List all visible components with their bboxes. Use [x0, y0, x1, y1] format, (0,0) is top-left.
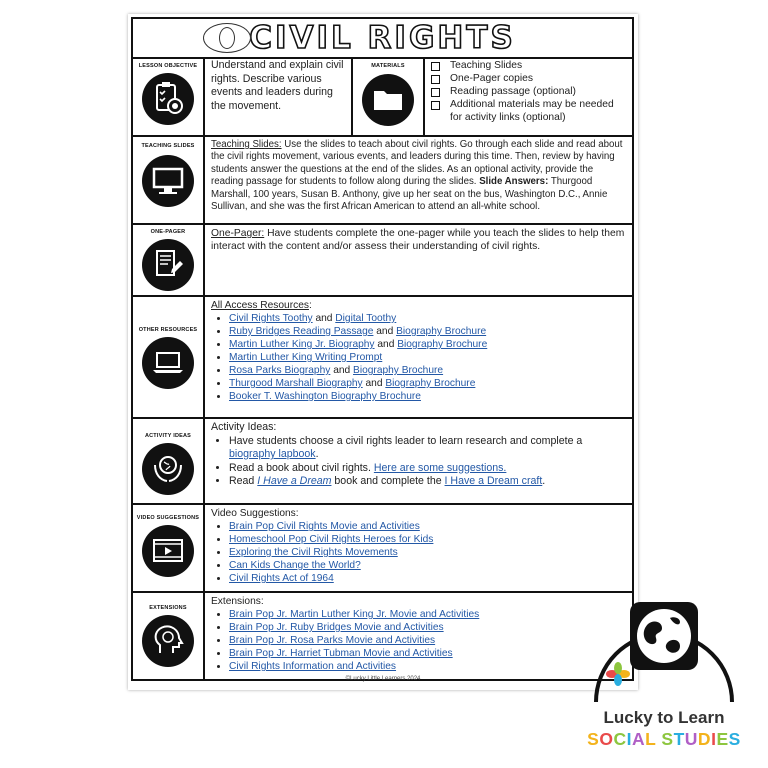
logo-letter: I [711, 729, 717, 749]
activities-heading: Activity Ideas: [211, 421, 277, 433]
folder-icon [362, 74, 414, 126]
materials-list [425, 59, 632, 135]
slide-answers: Thurgood Marshall, 100 years, Susan B. Anthony, give up her seat on the bus, Washington D.C., Annie Sullivan, and she was the first African American to attend an all-white school. [211, 176, 608, 213]
teaching-heading: Teaching Slides: [211, 139, 282, 150]
logo-letter: S [587, 729, 600, 749]
resources-content: All Access Resources: • Civil Rights Toothy and Digital Toothy • Ruby Bridges Reading Passage and Biography Brochure • Martin Luther King Jr. Biography and Biography Brochure • Martin Luther King Writing Prompt • Rosa Parks Biography and Biography Brochure • Thurgood Marshall Biography and Biography Brochure • Booker T. Washington Biography Brochure [205, 297, 632, 417]
logo-letter: L [645, 729, 657, 749]
videos-list [211, 520, 626, 585]
list-item: • Have students choose a civil rights leader to learn research and complete a biography lapbook. [229, 435, 626, 462]
resources-icon-label: OTHER RESOURCES [138, 327, 198, 333]
resource-link[interactable]: Martin Luther King Jr. Biography [229, 339, 375, 350]
teaching-text [205, 137, 632, 223]
list-item [229, 608, 626, 621]
brand-logo [578, 582, 750, 762]
lesson-plan-page [128, 14, 638, 690]
and-text: and [312, 313, 336, 324]
resources-list [211, 312, 626, 403]
extensions-row [133, 593, 632, 679]
list-item [229, 546, 626, 559]
materials-item: One-Pager copies [429, 72, 628, 85]
list-item [229, 634, 626, 647]
video-link[interactable]: Exploring the Civil Rights Movements [229, 547, 398, 558]
list-item [229, 520, 626, 533]
page-title: CIVIL RIGHTS [249, 20, 516, 56]
resources-icon-cell [133, 297, 205, 417]
checkbox-icon [431, 88, 440, 97]
extension-link[interactable]: Brain Pop Jr. Harriet Tubman Movie and Activities [229, 648, 453, 659]
copyright-footer: ©Lucky Little Learners 2024 [345, 676, 421, 682]
materials-icon-label: MATERIALS [371, 63, 405, 69]
extension-link[interactable]: Brain Pop Jr. Ruby Bridges Movie and Activities [229, 622, 444, 633]
monitor-icon [142, 155, 194, 207]
resource-link[interactable]: Ruby Bridges Reading Passage [229, 326, 374, 337]
and-text: and [374, 339, 398, 350]
video-link[interactable]: Brain Pop Civil Rights Movie and Activities [229, 521, 420, 532]
list-item: • Read I Have a Dream book and complete the I Have a Dream craft. [229, 475, 626, 489]
resource-link[interactable]: Civil Rights Toothy [229, 313, 313, 324]
resource-link[interactable]: Booker T. Washington Biography Brochure [229, 391, 421, 402]
logo-letter: T [673, 729, 685, 749]
onepager-icon-cell [133, 225, 205, 295]
extension-link[interactable]: Civil Rights Information and Activities [229, 661, 397, 672]
laptop-icon [142, 337, 194, 389]
logo-letter: A [632, 729, 646, 749]
hands-globe-icon [142, 443, 194, 495]
objective-icon-cell [133, 59, 205, 135]
logo-line2 [578, 729, 750, 750]
list-item [229, 390, 626, 403]
list-item [229, 533, 626, 546]
onepager-text [205, 225, 632, 295]
video-link[interactable]: Civil Rights Act of 1964 [229, 573, 334, 584]
extension-link[interactable]: Brain Pop Jr. Martin Luther King Jr. Movie and Activities [229, 609, 480, 620]
list-item [229, 647, 626, 660]
activities-icon-label: ACTIVITY IDEAS [144, 433, 192, 439]
video-play-icon [142, 525, 194, 577]
extensions-heading: Extensions: [211, 596, 264, 607]
activities-content [205, 419, 632, 503]
materials-item: Reading passage (optional) [429, 85, 628, 98]
list-item [229, 312, 626, 325]
resource-link[interactable]: Biography Brochure [385, 378, 476, 389]
list-item [229, 338, 626, 351]
list-item [229, 377, 626, 390]
resource-link[interactable]: Thurgood Marshall Biography [229, 378, 363, 389]
list-item [229, 572, 626, 585]
onepager-heading: One-Pager: [211, 228, 265, 239]
resource-link[interactable]: Digital Toothy [335, 313, 397, 324]
extensions-content [205, 593, 632, 679]
videos-icon-cell [133, 505, 205, 591]
objective-text: Understand and explain civil rights. Describe various events and leaders during the movement. [211, 59, 344, 112]
logo-letter: E [716, 729, 729, 749]
resource-link[interactable]: Biography Brochure [396, 326, 487, 337]
suggestions-link[interactable]: Here are some suggestions. [373, 461, 507, 474]
resource-link[interactable]: Biography Brochure [397, 339, 488, 350]
resource-link[interactable]: Rosa Parks Biography [229, 365, 331, 376]
page-header [133, 19, 632, 59]
extension-link[interactable]: Brain Pop Jr. Rosa Parks Movie and Activities [229, 635, 436, 646]
objective-row [133, 59, 632, 137]
videos-heading: Video Suggestions: [211, 508, 299, 519]
list-item [229, 621, 626, 634]
and-text: and [373, 326, 397, 337]
objective-icon-label: LESSON OBJECTIVE [138, 63, 198, 69]
checkbox-icon [431, 101, 440, 110]
resources-heading: All Access Resources [211, 300, 309, 311]
extensions-list [211, 608, 626, 673]
list-item: • Read a book about civil rights. Here are some suggestions. [229, 462, 626, 476]
logo-letter: S [661, 729, 674, 749]
resources-row [133, 297, 632, 419]
videos-row [133, 505, 632, 593]
onepager-body: Have students complete the one-pager while you teach the slides to help them interact with the content and/or assess their understanding of civil rights. [211, 228, 625, 252]
checkbox-icon [431, 62, 440, 71]
and-text: and [362, 378, 386, 389]
resource-link[interactable]: Martin Luther King Writing Prompt [229, 352, 383, 363]
book-title-link[interactable]: I Have a Dream [257, 475, 332, 487]
slide-answers-label: Slide Answers: [479, 176, 549, 188]
and-text: and [330, 365, 354, 376]
biography-lapbook-link[interactable]: biography lapbook [229, 448, 316, 460]
video-link[interactable]: Homeschool Pop Civil Rights Heroes for Kids [229, 534, 434, 545]
globe-icon [203, 23, 251, 53]
videos-icon-label: VIDEO SUGGESTIONS [136, 515, 200, 521]
onepager-icon-label: ONE-PAGER [150, 229, 186, 235]
video-link[interactable]: Can Kids Change the World? [229, 560, 361, 571]
lesson-plan-table [131, 17, 634, 681]
list-item [229, 364, 626, 377]
logo-letter: O [599, 729, 614, 749]
list-item [229, 325, 626, 338]
logo-line1: Lucky to Learn [603, 708, 725, 727]
extensions-icon-label: EXTENSIONS [149, 605, 187, 611]
onepager-row [133, 225, 632, 297]
logo-letter: I [626, 729, 632, 749]
videos-content [205, 505, 632, 591]
extensions-icon-cell [133, 593, 205, 679]
logo-letter: C [613, 729, 627, 749]
activities-row [133, 419, 632, 505]
materials-icon-cell [351, 59, 425, 135]
list-item [229, 351, 626, 364]
teaching-body: Use the slides to teach about civil rights. Go through each slide and read about the civil rights movement, various events, and leaders during this time. Then, review by having students answer the questions at the end of the slides. As an optional activity, provide the reading passage for students to follow along during the slides. [211, 139, 623, 188]
materials-item: Additional materials may be needed for activity links (optional) [429, 98, 628, 124]
teaching-icon-cell [133, 137, 205, 223]
materials-item: Teaching Slides [429, 59, 628, 72]
logo-letter: D [697, 729, 712, 749]
teaching-row [133, 137, 632, 225]
logo-letter: U [684, 729, 698, 749]
activities-list [211, 435, 626, 489]
list-item [229, 660, 626, 673]
worksheet-icon [142, 239, 194, 291]
craft-link[interactable]: I Have a Dream craft [444, 475, 543, 487]
teaching-icon-label: TEACHING SLIDES [141, 143, 195, 149]
clipboard-target-icon [142, 73, 194, 125]
resource-link[interactable]: Biography Brochure [353, 365, 444, 376]
logo-letter: S [728, 729, 741, 749]
head-brain-icon [142, 615, 194, 667]
list-item [229, 559, 626, 572]
activities-icon-cell [133, 419, 205, 503]
checkbox-icon [431, 75, 440, 84]
